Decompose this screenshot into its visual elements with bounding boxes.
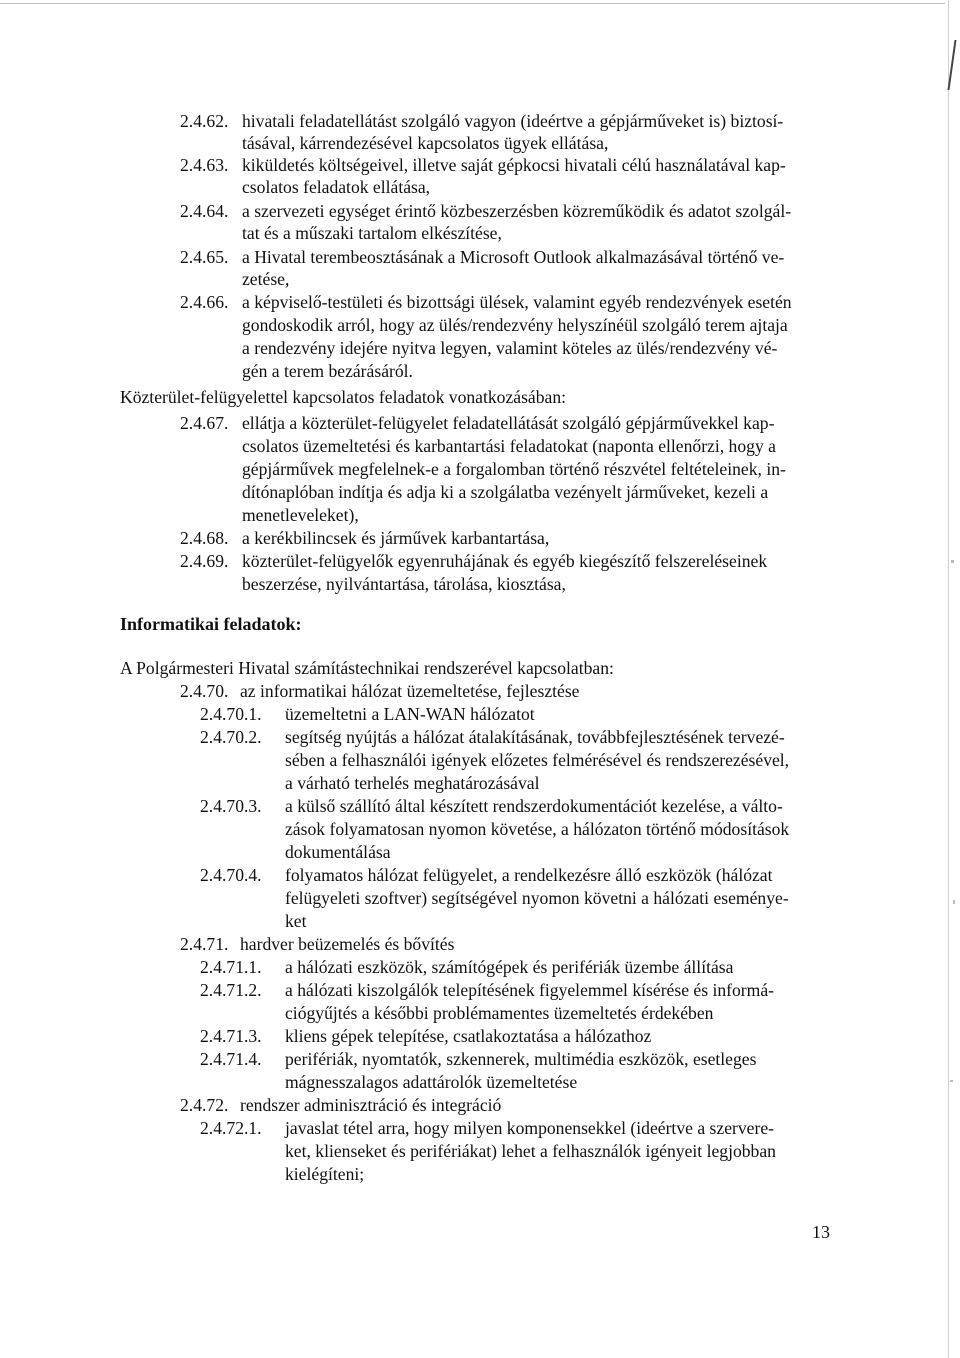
page-number: 13 (812, 1222, 830, 1242)
subitem-number: 2.4.70.3. (200, 796, 262, 816)
item-text-line: segítség nyújtás a hálózat átalakításának, továbbfejlesztésének tervezé- (285, 727, 785, 747)
scan-edge-right (948, 0, 949, 1358)
informatikai-intro: A Polgármesteri Hivatal számítástechnikai rendszerével kapcsolatban: (120, 658, 614, 678)
item-text-line: a külső szállító által készített rendszerdokumentációt kezelése, a válto- (285, 796, 783, 816)
item-text-line: kielégíteni; (285, 1164, 365, 1184)
item-number: 2.4.71. (180, 934, 229, 954)
item-text-line: kliens gépek telepítése, csatlakoztatása a hálózathoz (285, 1026, 652, 1046)
subitem-number: 2.4.70.2. (200, 727, 262, 747)
item-number: 2.4.70. (180, 681, 229, 701)
item-text-line: sében a felhasználói igények előzetes felmérésével és rendszerezésével, (285, 750, 790, 770)
item-text-line: a hálózati eszközök, számítógépek és perifériák üzembe állítása (285, 957, 734, 977)
item-text-line: zetése, (242, 269, 290, 289)
item-text-line: ket (285, 911, 307, 931)
item-number: 2.4.65. (180, 247, 229, 267)
item-text-line: csolatos feladatok ellátása, (242, 177, 431, 197)
item-text-line: gén a terem bezárásáról. (242, 361, 413, 381)
item-text-line: hivatali feladatellátást szolgáló vagyon (ideértve a gépjárműveket is) biztosí- (242, 111, 784, 131)
item-number: 2.4.67. (180, 413, 229, 433)
item-number: 2.4.63. (180, 155, 229, 175)
item-text-line: közterület-felügyelők egyenruhájának és egyéb kiegészítő felszereléseinek (242, 551, 768, 571)
section-heading: Informatikai feladatok: (120, 614, 302, 634)
subitem-number: 2.4.71.1. (200, 957, 262, 977)
item-number: 2.4.66. (180, 292, 229, 312)
item-text-line: felügyeleti szoftver) segítségével nyomon követni a hálózati eseménye- (285, 888, 789, 908)
item-text-line: üzemeltetni a LAN-WAN hálózatot (285, 704, 535, 724)
item-text-line: a szervezeti egységet érintő közbeszerzésben közreműködik és adatot szolgál- (242, 201, 792, 221)
scan-edge-top (0, 3, 945, 4)
subitem-number: 2.4.70.4. (200, 865, 262, 885)
item-text-line: a kerékbilincsek és járművek karbantartása, (242, 528, 550, 548)
item-text-line: a hálózati kiszolgálók telepítésének figyelemmel kísérése és informá- (285, 980, 775, 1000)
item-text-line: az informatikai hálózat üzemeltetése, fejlesztése (240, 681, 580, 701)
item-text-line: ciógyűjtés a későbbi problémamentes üzemeltetés érdekében (285, 1003, 714, 1023)
item-text-line: dítónaplóban indítja és adja ki a szolgálatba vezényelt járműveket, kezeli a (242, 482, 769, 502)
kozterulet-intro: Közterület-felügyelettel kapcsolatos feladatok vonatkozásában: (120, 387, 567, 407)
subitem-number: 2.4.70.1. (200, 704, 262, 724)
subitem-number: 2.4.71.2. (200, 980, 262, 1000)
item-text-line: csolatos üzemeltetési és karbantartási feladatokat (naponta ellenőrzi, hogy a (242, 436, 776, 456)
item-text-line: tat és a műszaki tartalom elkészítése, (242, 223, 502, 243)
item-text-line: folyamatos hálózat felügyelet, a rendelkezésre álló eszközök (hálózat (285, 865, 773, 885)
item-number: 2.4.68. (180, 528, 229, 548)
item-text-line: javaslat tétel arra, hogy milyen komponensekkel (ideértve a szervere- (285, 1118, 774, 1138)
item-text-line: a képviselő-testületi és bizottsági ülések, valamint egyéb rendezvények esetén (242, 292, 792, 312)
subitem-number: 2.4.71.4. (200, 1049, 262, 1069)
item-text-line: tásával, kárrendezésével kapcsolatos ügyek ellátása, (242, 133, 609, 153)
item-number: 2.4.72. (180, 1095, 229, 1115)
item-number: 2.4.62. (180, 111, 229, 131)
item-text-line: gondoskodik arról, hogy az ülés/rendezvény helyszínéül szolgáló terem ajtaja (242, 315, 788, 335)
item-text-line: ket, klienseket és perifériákat) lehet a felhasználók igényeit legjobban (285, 1141, 776, 1161)
item-text-line: dokumentálása (285, 842, 391, 862)
item-text-line: a Hivatal terembeosztásának a Microsoft Outlook alkalmazásával történő ve- (242, 247, 785, 267)
scan-speck (950, 1080, 953, 1082)
item-number: 2.4.64. (180, 201, 229, 221)
item-text-line: perifériák, nyomtatók, szkennerek, multimédia eszközök, esetleges (285, 1049, 757, 1069)
item-text-line: a rendezvény idejére nyitva legyen, valamint köteles az ülés/rendezvény vé- (242, 338, 778, 358)
item-text-line: zások folyamatosan nyomon követése, a hálózaton történő módosítások (285, 819, 790, 839)
subitem-number: 2.4.72.1. (200, 1118, 262, 1138)
item-text-line: ellátja a közterület-felügyelet feladatellátását szolgáló gépjárművekkel kap- (242, 413, 775, 433)
item-number: 2.4.69. (180, 551, 229, 571)
item-text-line: mágnesszalagos adattárolók üzemeltetése (285, 1072, 578, 1092)
item-text-line: a várható terhelés meghatározásával (285, 773, 540, 793)
subitem-number: 2.4.71.3. (200, 1026, 262, 1046)
scan-speck (951, 560, 954, 563)
item-text-line: rendszer adminisztráció és integráció (240, 1095, 502, 1115)
item-text-line: gépjárművek megfelelnek-e a forgalomban történő részvétel feltételeinek, in- (242, 459, 786, 479)
item-text-line: hardver beüzemelés és bővítés (240, 934, 455, 954)
scan-speck (953, 900, 955, 904)
item-text-line: kiküldetés költségeivel, illetve saját gépkocsi hivatali célú használatával kap- (242, 155, 786, 175)
item-text-line: beszerzése, nyilvántartása, tárolása, kiosztása, (242, 574, 566, 594)
item-text-line: menetleveleket), (242, 505, 359, 525)
